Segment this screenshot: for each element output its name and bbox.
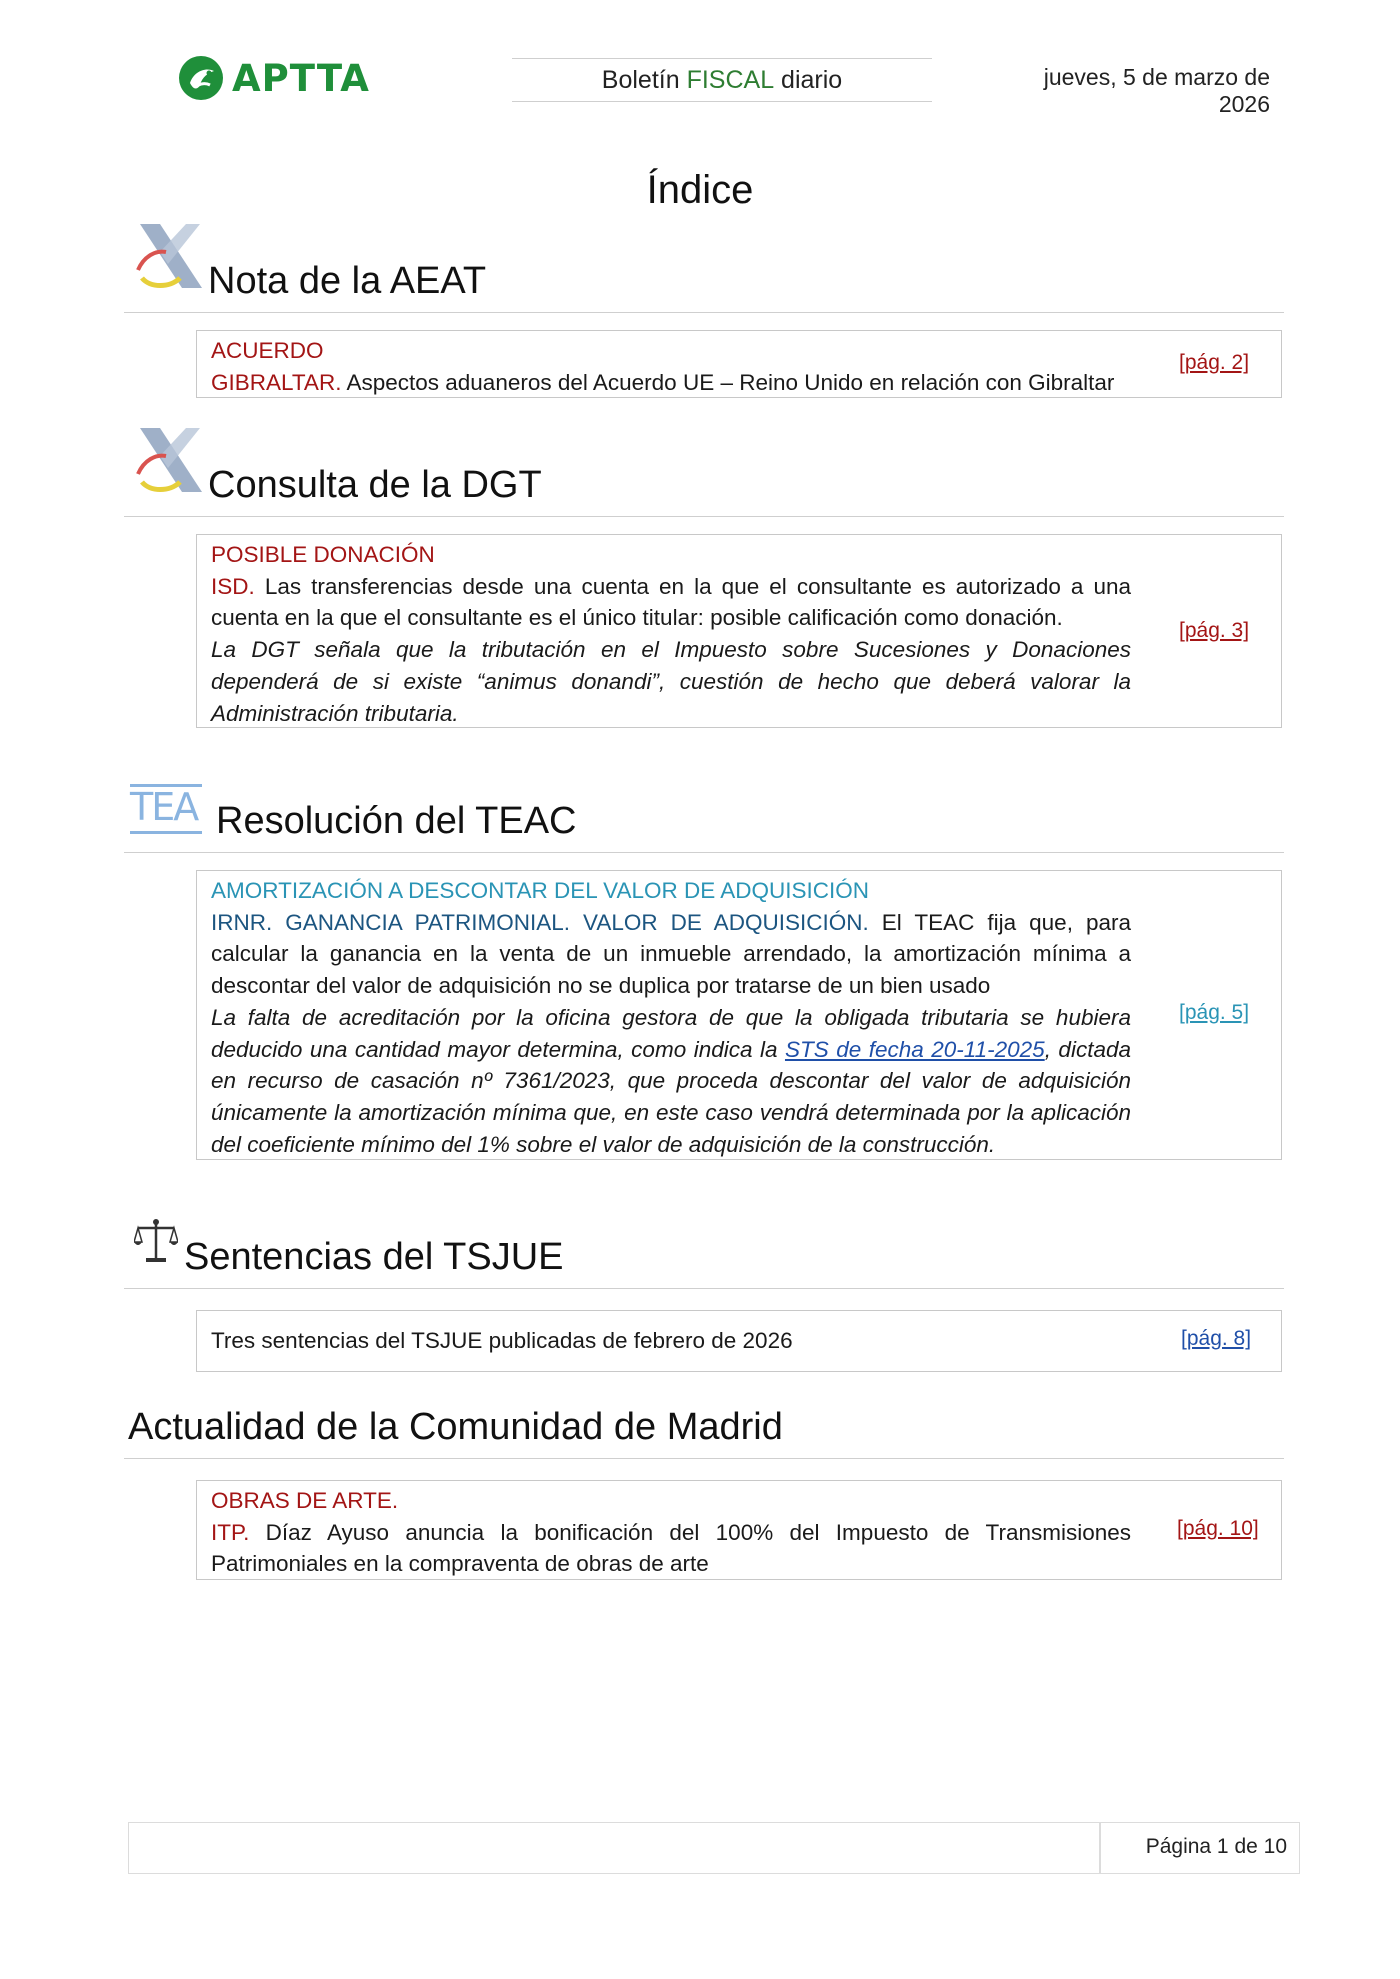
entry-text — [211, 907, 1138, 1002]
entry-madrid — [196, 1480, 1282, 1580]
bulletin-suffix: diario — [774, 65, 843, 94]
index-title: Índice — [646, 168, 754, 212]
scales-icon — [134, 1216, 178, 1266]
entry-tsjue — [196, 1310, 1282, 1372]
entry-category: POSIBLE DONACIÓN — [211, 542, 435, 567]
aptta-logo — [176, 52, 396, 104]
page-footer — [128, 1822, 1300, 1874]
entry-aeat — [196, 330, 1282, 398]
entry-text — [211, 367, 1131, 399]
page-number: Página 1 de 10 — [1145, 1835, 1287, 1858]
section-dgt-header — [124, 424, 1284, 517]
logo-text: APTTA — [232, 56, 370, 100]
entry-tag: ITP. — [211, 1519, 250, 1545]
page-link[interactable]: [pág. 5] — [1179, 1001, 1250, 1024]
aptta-emblem-icon — [176, 53, 226, 103]
entry-tag: IRNR. GANANCIA PATRIMONIAL. VALOR DE ADQUISICIÓN. — [211, 909, 869, 935]
aeat-logo-icon — [130, 222, 210, 292]
entry-tag: ISD. — [211, 573, 255, 599]
entry-tag: GIBRALTAR. — [211, 369, 342, 395]
entry-dgt — [196, 534, 1282, 728]
tea-logo-text: TEA — [130, 785, 198, 829]
entry-category: AMORTIZACIÓN A DESCONTAR DEL VALOR DE ADQUISICIÓN — [211, 878, 870, 903]
section-aeat-title: Nota de la AEAT — [208, 260, 487, 302]
page-link[interactable]: [pág. 3] — [1179, 619, 1250, 642]
page-link[interactable]: [pág. 10] — [1177, 1517, 1259, 1540]
entry-summary: La DGT señala que la tributación en el Impuesto sobre Sucesiones y Donaciones dependerá de si existe “animus donandi”, cuestión de hecho que deberá valorar la Administración tributaria. — [211, 637, 1131, 726]
summary-part-a: La falta de acreditación por la oficina gestora de que la obligada tributaria se hubiera deducido una cantidad mayor determina, como indica la — [211, 1004, 1138, 1062]
section-madrid-header — [124, 1400, 1284, 1459]
entry-description: Díaz Ayuso anuncia la bonificación del 100% del Impuesto de Transmisiones Patrimoniales en la compraventa de obras de arte — [211, 1519, 1138, 1577]
summary-part-b: , dictada en recurso de casación nº 7361/2023, que proceda descontar del valor de adquisición únicamente la amortización mínima que, en este caso vendrá determinada por la aplicación del coeficiente mínimo del 1% sobre el valor de adquisición de la construcción. — [211, 1036, 1138, 1157]
aeat-logo-icon — [130, 426, 210, 496]
entry-category: OBRAS DE ARTE. — [211, 1488, 399, 1513]
entry-description: Las transferencias desde una cuenta en la que el consultante es autorizado a una cuenta en la que el consultante es el único titular: posible calificación como donación. — [211, 573, 1138, 631]
section-aeat-header — [124, 222, 1284, 313]
section-tsjue-header — [124, 1210, 1284, 1289]
bulletin-highlight: FISCAL — [686, 65, 775, 94]
entry-category: ACUERDO — [211, 338, 324, 363]
bulletin-title — [512, 58, 932, 102]
tea-logo-icon — [130, 784, 202, 834]
entry-summary — [211, 1002, 1138, 1161]
entry-description: Aspectos aduaneros del Acuerdo UE – Reino Unido en relación con Gibraltar — [341, 369, 1115, 395]
entry-text — [211, 1517, 1138, 1580]
section-tsjue-title: Sentencias del TSJUE — [184, 1236, 564, 1278]
page-link[interactable]: [pág. 8] — [1181, 1327, 1252, 1350]
entry-teac — [196, 870, 1282, 1160]
entry-description: El TEAC fija que, para calcular la ganancia en la venta de un inmueble arrendado, la amortización mínima a descontar del valor de adquisición no se duplica por tratarse de un bien usado — [211, 909, 1138, 999]
page-link[interactable]: [pág. 2] — [1179, 351, 1250, 374]
section-teac-header — [124, 776, 1284, 853]
entry-text — [211, 571, 1138, 634]
section-madrid-title: Actualidad de la Comunidad de Madrid — [128, 1406, 783, 1448]
section-dgt-title: Consulta de la DGT — [208, 464, 542, 506]
entry-text: Tres sentencias del TSJUE publicadas de febrero de 2026 — [211, 1328, 793, 1353]
sts-judgment-link[interactable]: STS de fecha 20-11-2025 — [784, 1036, 1045, 1062]
bulletin-prefix: Boletín — [601, 65, 687, 94]
bulletin-date: jueves, 5 de marzo de 2026 — [1043, 64, 1270, 117]
footer-divider — [1099, 1823, 1101, 1873]
section-teac-title: Resolución del TEAC — [216, 800, 577, 842]
